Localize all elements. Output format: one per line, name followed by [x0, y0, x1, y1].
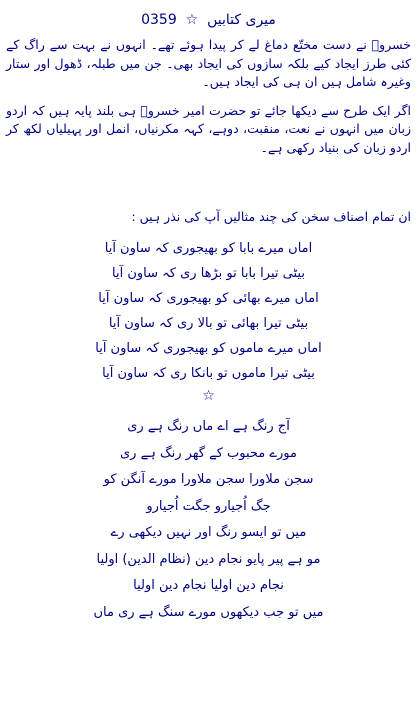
- sawan-verses: [0, 236, 417, 386]
- star-divider-icon: ☆: [202, 388, 215, 404]
- title-text: میری کتابیں: [207, 12, 276, 28]
- examples-intro: ان تمام اصناف سخن کی چند مثالیں آپ کی نذر ہیں :: [131, 209, 411, 224]
- body-text: [6, 36, 411, 157]
- rang-verses: [0, 414, 417, 626]
- verse-line: بیٹی تیرا ماموں تو بانکا ری کہ ساون آیا: [102, 366, 315, 381]
- verse-line: بیٹی تیرا بابا تو بڑھا ری کہ ساون آیا: [112, 266, 305, 281]
- verse-line: اماں میرے بابا کو بھیجوری کہ ساون آیا: [104, 241, 313, 256]
- verse-line: سجن ملاورا سجن ملاورا مورے آنگن کو: [103, 472, 314, 487]
- page-number: 0359: [141, 12, 177, 28]
- star-icon: ☆: [185, 12, 199, 28]
- paragraph-1: خسروؒ نے دست مختّع دماغ لے کر پیدا ہوئے تھے۔ انہوں نے بہت سے راگ کے کئی طرز ایجاد کیے بلکہ سازوں کی ایجاد بھی۔ جن میں طبلہ، ڈھول اور ستار وغیرہ شامل ہیں ان ہی کی ایجاد ہیں۔: [6, 37, 411, 89]
- verse-line: نجام دین اولیا نجام دین اولیا: [133, 578, 284, 593]
- verse-line: آج رنگ ہے اے ماں رنگ ہے ری: [127, 419, 290, 434]
- page-title: [0, 12, 417, 28]
- verse-line: میں تو ایسو رنگ اور نہیں دیکھی رے: [110, 525, 307, 540]
- paragraph-2: اگر ایک طرح سے دیکھا جائے تو حضرت امیر خسروؒ ہی بلند پایہ ہیں کہ اردو زبان میں انہوں نے نعت، منقبت، دوہے، کہہ مکرنیاں، انمل اور پہیلیاں لکھ کر اردو زبان کی بنیاد رکھی ہے۔: [6, 102, 411, 155]
- verse-line: مو ہے پیر پایو نجام دین (نظام الدین) اولیا: [96, 551, 321, 567]
- verse-line: میں تو جب دیکھوں مورے سنگ ہے ری ماں: [93, 604, 324, 620]
- verse-line: بیٹی تیرا بھائی تو بالا ری کہ ساون آیا: [108, 316, 309, 331]
- verse-line: اماں میرے بھائی کو بھیجوری کہ ساون آیا: [98, 291, 319, 306]
- verse-line: جگ اُجیارو جگت اُجیارو: [146, 498, 271, 514]
- verse-line: اماں میرے ماموں کو بھیجوری کہ ساون آیا: [95, 341, 322, 356]
- verse-line: مورے محبوب کے گھر رنگ ہے ری: [120, 445, 297, 461]
